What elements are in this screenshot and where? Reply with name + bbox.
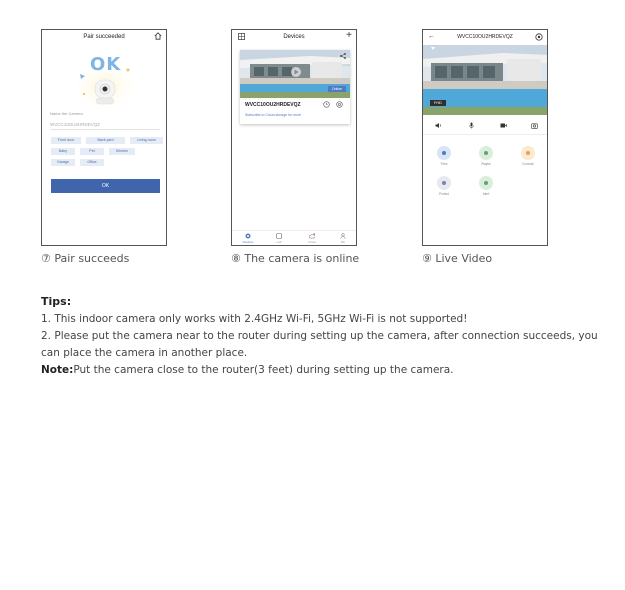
ok-illustration-text: OK [90,54,122,75]
screen-title: WVCC10OU2HRDEVQZ [457,34,513,40]
camera-tab-icon [245,233,251,239]
snapshot-camera-icon[interactable] [531,122,538,129]
feature-label: Playbk [481,162,491,166]
phone-screen-devices [231,29,357,246]
input-underline [50,129,160,130]
location-chip[interactable]: Front door [51,137,81,144]
screen-title: Pair succeeded [83,34,125,40]
video-quality-badge[interactable]: FHD [430,100,446,106]
device-name: WVCC10OU2HRDEVQZ [245,102,301,108]
feature-label: Protect [438,192,450,196]
screen-title: Devices [283,34,305,40]
files-icon [437,146,451,160]
tips-heading: Tips: [41,295,72,308]
bottom-tab-bar [232,230,356,245]
tab-label: Lab [276,240,282,244]
tab-label: Cloud [308,240,316,244]
feature-files[interactable] [429,146,459,166]
location-chip[interactable]: Kitchen [109,148,135,155]
cloud-tab-icon [309,233,315,239]
location-chip[interactable]: Office [80,159,104,166]
tip-line-2: 2. Please put the camera near to the router during setting up the camera, after connection succeeds, you can place the camera in another place. [41,330,598,359]
location-chip[interactable]: Garage [51,159,75,166]
tip-line-1: 1. This indoor camera only works with 2.4GHz Wi-Fi, 5GHz Wi-Fi is not supported! [41,313,468,325]
tab-label: Me [340,240,346,244]
feature-label: Alert [482,192,490,196]
lab-tab-icon [276,233,282,239]
settings-icon[interactable] [336,101,343,108]
alert-icon [479,176,493,190]
video-control-bar [423,121,547,131]
tab-me[interactable] [332,233,354,244]
feature-label: Files [440,162,448,166]
note-label: Note: [41,364,74,376]
location-chip-group [51,137,163,166]
feature-playback[interactable] [471,146,501,166]
history-icon[interactable] [323,101,330,108]
tip-note [41,362,601,379]
playback-icon [479,146,493,160]
online-status-badge: Online [328,86,346,92]
name-camera-label: Name the Camera [50,111,83,116]
note-text: Put the camera close to the router(3 feet) during setting up the camera. [73,364,454,376]
camera-name-field[interactable]: WVCC10OU2HRDEVQZ [50,122,101,127]
home-icon[interactable] [154,32,162,40]
location-chip[interactable]: Baby [51,148,75,155]
tab-label: Devices [242,240,254,244]
feature-protect[interactable] [429,176,459,196]
speaker-icon[interactable] [435,122,442,129]
feature-console[interactable] [513,146,543,166]
settings-icon[interactable] [535,33,543,41]
divider [423,134,547,135]
location-chip[interactable]: Back yard [86,137,125,144]
back-arrow-icon[interactable]: ← [428,33,435,40]
tab-devices[interactable] [237,233,259,244]
cloud-subscribe-link[interactable]: Subscribe to Cloud storage for more [245,113,302,117]
feature-alert[interactable] [471,176,501,196]
tips-section [41,293,601,379]
tab-lab[interactable] [268,233,290,244]
location-chip[interactable]: Pet [80,148,104,155]
add-device-icon[interactable]: + [346,30,352,41]
record-icon[interactable] [500,122,507,129]
person-tab-icon [340,233,346,239]
feature-label: Console [522,162,534,166]
device-card[interactable] [240,50,350,124]
share-icon[interactable] [340,53,346,59]
caption-step-8: ⑧ The camera is online [231,252,360,265]
phone-screen-live-video [422,29,548,246]
microphone-icon[interactable] [468,122,475,129]
tab-cloud[interactable] [301,233,323,244]
protect-icon [437,176,451,190]
phone-screen-pair-succeeded [41,29,167,246]
caption-step-7: ⑦ Pair succeeds [41,252,130,265]
ok-button[interactable]: OK [51,179,160,193]
caption-step-9: ⑨ Live Video [422,252,493,265]
location-chip[interactable]: Living room [130,137,163,144]
console-icon [521,146,535,160]
